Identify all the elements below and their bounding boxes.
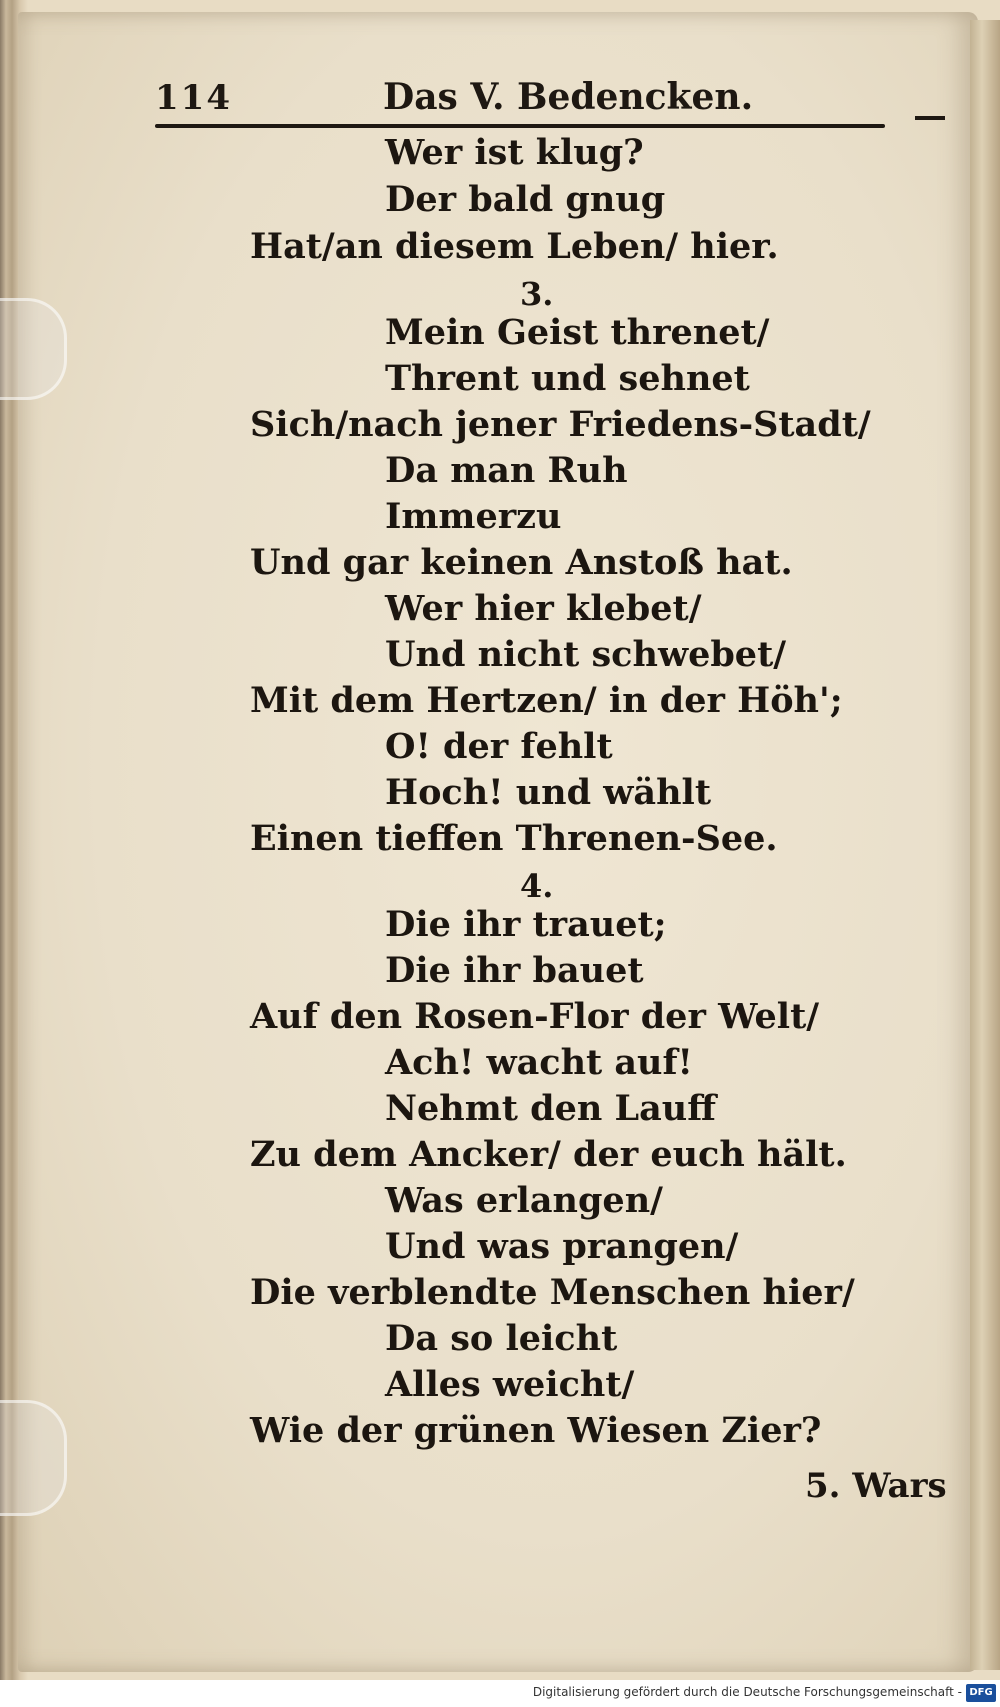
- page-number: 114: [155, 78, 232, 118]
- page-header: [155, 72, 945, 122]
- running-head: Das V. Bedencken.: [383, 76, 754, 118]
- verse-line: Die ihr trauet;: [385, 904, 667, 945]
- verse-line: Die verblendte Menschen hier/: [250, 1272, 855, 1313]
- funding-credit: Digitalisierung gefördert durch die Deutsche Forschungsgemeinschaft -: [532, 1685, 962, 1699]
- verse-line: Hat/an diesem Leben/ hier.: [250, 226, 779, 267]
- verse-line: Mit dem Hertzen/ in der Höh';: [250, 680, 843, 721]
- verse-line: Wer hier klebet/: [385, 588, 702, 629]
- verse-line: Nehmt den Lauff: [385, 1088, 716, 1129]
- verse-line: Auf den Rosen-Flor der Welt/: [250, 996, 820, 1037]
- verse-line: Und gar keinen Anstoß hat.: [250, 542, 793, 583]
- catchword: 5. Wars: [805, 1466, 947, 1506]
- verse-line: O! der fehlt: [385, 726, 613, 767]
- dfg-logo-icon: DFG: [966, 1684, 996, 1702]
- verse-line: Hoch! und wählt: [385, 772, 711, 813]
- verse-line: Alles weicht/: [385, 1364, 635, 1405]
- footer-bar: [0, 1680, 1000, 1707]
- stanza-number: 3.: [520, 275, 554, 313]
- verse-line: Immerzu: [385, 496, 562, 537]
- verse-line: Da so leicht: [385, 1318, 618, 1359]
- verse-line: Ach! wacht auf!: [385, 1042, 693, 1083]
- verse-line: Thrent und sehnet: [385, 358, 750, 399]
- verse-line: Und nicht schwebet/: [385, 634, 787, 675]
- verse-line: Wer ist klug?: [385, 132, 644, 173]
- verse-line: Zu dem Ancker/ der euch hält.: [250, 1134, 847, 1175]
- header-rule: [155, 124, 885, 128]
- verse-line: Die ihr bauet: [385, 950, 644, 991]
- verse-line: Und was prangen/: [385, 1226, 739, 1267]
- verse-line: Da man Ruh: [385, 450, 628, 491]
- header-rule-mark: [915, 116, 945, 120]
- verse-line: Sich/nach jener Friedens-Stadt/: [250, 404, 871, 445]
- stanza-number: 4.: [520, 867, 554, 905]
- verse-line: Einen tieffen Threnen-See.: [250, 818, 778, 859]
- verse-line: Wie der grünen Wiesen Zier?: [250, 1410, 822, 1451]
- verse-line: Was erlangen/: [385, 1180, 663, 1221]
- verse-line: Mein Geist threnet/: [385, 312, 770, 353]
- verse-line: Der bald gnug: [385, 179, 666, 220]
- verse-block: [0, 130, 1000, 1451]
